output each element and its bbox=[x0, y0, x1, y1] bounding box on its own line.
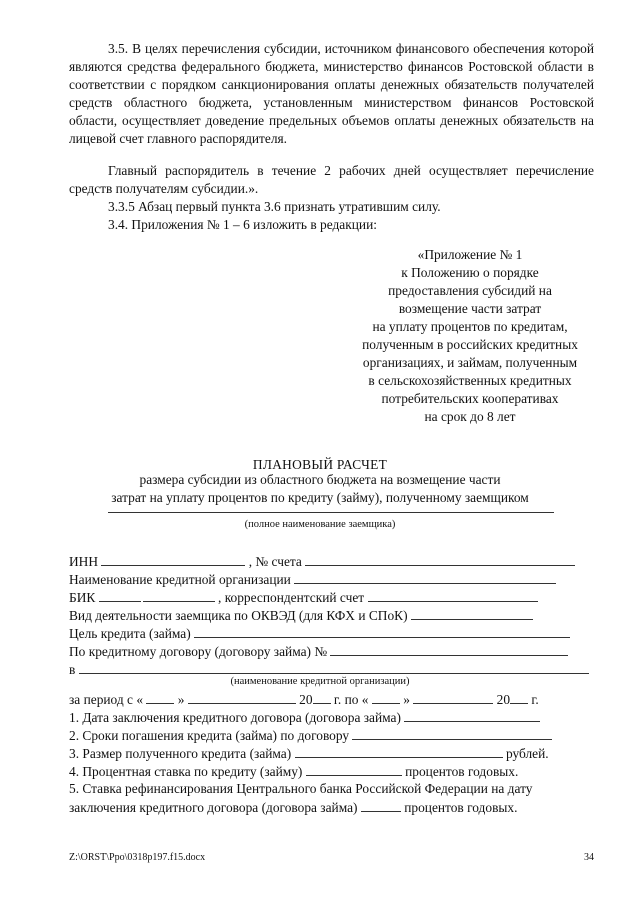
period-to-year[interactable] bbox=[510, 690, 528, 704]
in-label: в bbox=[69, 662, 76, 677]
purpose-row bbox=[69, 624, 594, 643]
paragraph-3-3-5: 3.3.5 Абзац первый пункта 3.6 признать утратившим силу. bbox=[108, 199, 441, 214]
quote-close: » bbox=[177, 692, 185, 707]
item-5-row-2 bbox=[69, 798, 594, 817]
item-3-field[interactable] bbox=[295, 744, 503, 758]
bank-name-row bbox=[69, 570, 594, 589]
appendix-line: «Приложение № 1 bbox=[417, 247, 523, 262]
bank-name-field[interactable] bbox=[294, 570, 556, 584]
account-label: , № счета bbox=[248, 554, 302, 569]
period-from-year[interactable] bbox=[313, 690, 331, 704]
paragraph-distributor: Главный распорядитель в течение 2 рабочих дней осуществляет перечисление средств получателям субсидии.». bbox=[69, 163, 594, 196]
appendix-line: предоставления субсидий на bbox=[388, 283, 552, 298]
period-row bbox=[69, 690, 594, 709]
page-number: 34 bbox=[584, 852, 594, 863]
item-3-label: 3. Размер полученного кредита (займа) bbox=[69, 746, 292, 761]
agreement-field[interactable] bbox=[330, 642, 568, 656]
appendix-line: возмещение части затрат bbox=[398, 301, 542, 316]
appendix-line: в сельскохозяйственных кредитных bbox=[368, 373, 572, 388]
corr-account-field[interactable] bbox=[368, 588, 538, 602]
activity-label: Вид деятельности заемщика по ОКВЭД (для КФХ и СПоК) bbox=[69, 608, 408, 623]
agreement-row bbox=[69, 642, 594, 661]
bank-caption: (наименование кредитной организации) bbox=[230, 676, 410, 687]
item-2-row bbox=[69, 726, 594, 745]
appendix-line: к Положению о порядке bbox=[401, 265, 539, 280]
bik-row bbox=[69, 588, 594, 607]
item-5-label: 5. Ставка рефинансирования Центрального банка Российской Федерации на дату bbox=[69, 781, 533, 796]
item-1-field[interactable] bbox=[404, 708, 540, 722]
period-from-day[interactable] bbox=[146, 690, 174, 704]
item-1-row bbox=[69, 708, 594, 727]
item-1-label: 1. Дата заключения кредитного договора (договора займа) bbox=[69, 710, 401, 725]
inn-label: ИНН bbox=[69, 554, 99, 569]
item-2-field[interactable] bbox=[352, 726, 552, 740]
year-prefix: 20 bbox=[496, 692, 511, 707]
bik-field-1[interactable] bbox=[99, 588, 141, 602]
period-to-month[interactable] bbox=[413, 690, 493, 704]
period-from-label: за период с « bbox=[69, 692, 144, 707]
bik-field-2[interactable] bbox=[143, 588, 215, 602]
appendix-line: потребительских кооперативах bbox=[381, 391, 559, 406]
appendix-line: организациях, и займам, полученным bbox=[362, 355, 578, 370]
period-to-label: г. по « bbox=[333, 692, 369, 707]
paragraph-3-4: 3.4. Приложения № 1 – 6 изложить в редакции: bbox=[108, 217, 377, 232]
bik-label: БИК bbox=[69, 590, 96, 605]
item-4-label: 4. Процентная ставка по кредиту (займу) bbox=[69, 764, 303, 779]
item-4-unit: процентов годовых. bbox=[405, 764, 519, 779]
appendix-header bbox=[330, 246, 610, 426]
agreement-label: По кредитному договору (договору займа) № bbox=[69, 644, 328, 659]
borrower-caption: (полное наименование заемщика) bbox=[244, 519, 396, 530]
activity-field[interactable] bbox=[411, 606, 533, 620]
item-5-unit: процентов годовых. bbox=[404, 800, 518, 815]
item-5-row bbox=[69, 780, 594, 798]
activity-row bbox=[69, 606, 594, 625]
quote-close: » bbox=[403, 692, 410, 707]
form-title: ПЛАНОВЫЙ РАСЧЕТ bbox=[252, 457, 388, 472]
purpose-field[interactable] bbox=[194, 624, 570, 638]
form-subtitle-1: размера субсидии из областного бюджета на возмещение части bbox=[139, 472, 501, 487]
item-5-field[interactable] bbox=[361, 798, 401, 812]
inn-row bbox=[69, 552, 594, 571]
year-suffix: г. bbox=[531, 692, 539, 707]
form-subtitle-2: затрат на уплату процентов по кредиту (займу), полученному заемщиком bbox=[111, 490, 529, 505]
item-4-row bbox=[69, 762, 594, 781]
item-3-row bbox=[69, 744, 594, 763]
appendix-line: на срок до 8 лет bbox=[424, 409, 516, 424]
account-field[interactable] bbox=[305, 552, 575, 566]
item-2-label: 2. Сроки погашения кредита (займа) по договору bbox=[69, 728, 350, 743]
appendix-line: полученным в российских кредитных bbox=[362, 337, 578, 352]
appendix-line: на уплату процентов по кредитам, bbox=[372, 319, 568, 334]
corr-account-label: , корреспондентский счет bbox=[218, 590, 365, 605]
bank-field[interactable] bbox=[79, 660, 589, 674]
item-5-label-2: заключения кредитного договора (договора займа) bbox=[69, 800, 358, 815]
bank-name-label: Наименование кредитной организации bbox=[69, 572, 291, 587]
purpose-label: Цель кредита (займа) bbox=[69, 626, 191, 641]
item-4-field[interactable] bbox=[306, 762, 402, 776]
year-prefix: 20 bbox=[299, 692, 313, 707]
item-3-unit: рублей. bbox=[505, 746, 549, 761]
period-from-month[interactable] bbox=[188, 690, 296, 704]
inn-field[interactable] bbox=[101, 552, 245, 566]
period-to-day[interactable] bbox=[372, 690, 400, 704]
borrower-name-line bbox=[108, 512, 554, 513]
paragraph-3-5: 3.5. В целях перечисления субсидии, источником финансового обеспечения которой являются средства федерального бюджета, министерство финансов Ростовской области в соответствии с порядком санкционирования оплаты денежных обязательств получателей средств областного бюджета, установленным министерством финансов Ростовской области, осуществляет доведение предельных объемов оплаты денежных обязательств на лицевой счет главного распорядителя. bbox=[69, 41, 594, 146]
footer-file-path: Z:\ORST\Ppo\0318p197.f15.docx bbox=[69, 852, 206, 863]
